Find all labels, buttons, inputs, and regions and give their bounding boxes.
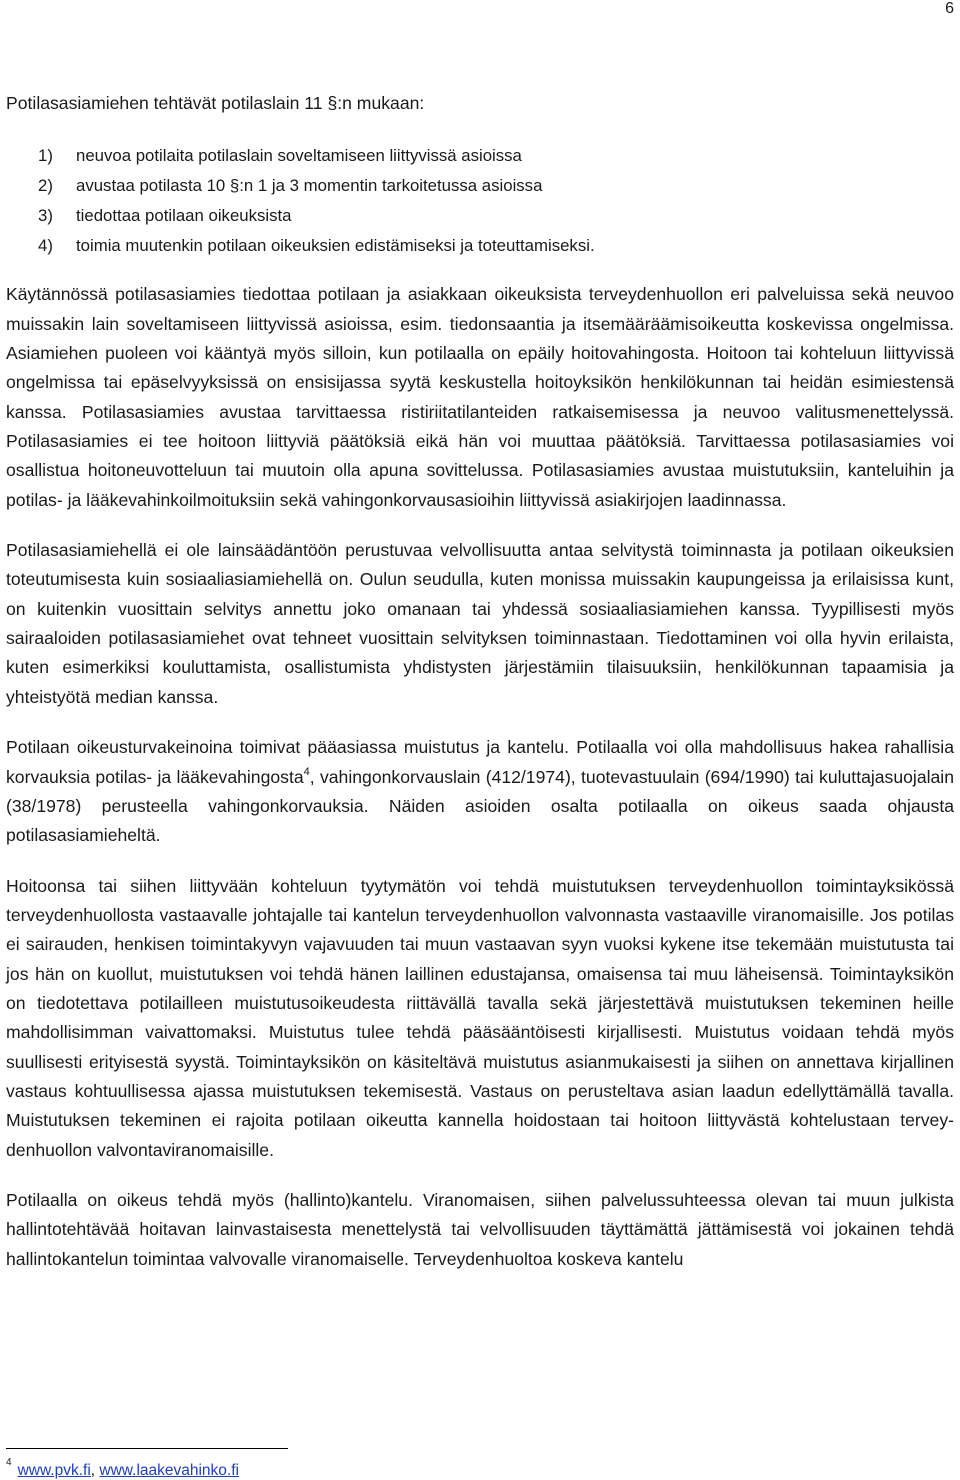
footnote-divider — [6, 1448, 288, 1449]
link-pvk[interactable]: www.pvk.fi — [17, 1462, 91, 1480]
footnote — [6, 1458, 239, 1480]
list-item-text: avustaa potilasta 10 §:n 1 ja 3 momentin tarkoitetussa asioissa — [76, 176, 543, 196]
list-item-text: toimia muutenkin potilaan oikeuksien edistämiseksi ja toteuttamiseksi. — [76, 236, 595, 256]
list-number: 3) — [38, 206, 53, 226]
list-item — [6, 171, 954, 201]
footnote-separator: , — [90, 1462, 100, 1480]
document-body — [6, 89, 954, 1295]
page-number: 6 — [945, 0, 954, 17]
list-number: 1) — [38, 146, 53, 166]
section-heading: Potilasasiamiehen tehtävät potilaslain 11 §:n mukaan: — [6, 93, 425, 113]
list-number: 2) — [38, 176, 53, 196]
paragraph-practice: Käytännössä potilasasiamies tiedottaa potilaan ja asiakkaan oikeuksista terveydenhuollon eri palveluissa sekä neuvoo muissakin lain soveltamiseen liittyvissä asioissa, esim. tiedonsaantia ja itsemääräämisoikeutta koskevissa ongelmissa. Asiamiehen puoleen voi kääntyä myös silloin, kun potilaalla on epäily hoitovahingosta. Hoitoon tai kohteluun liittyvissä ongelmissa tai epäselvyyksissä on ensisijassa syytä keskustella hoitoyksikön henkilökunnan tai heidän esimiestensä kanssa. Potilasasiamies avustaa tarvittaessa ristiriitatilanteiden ratkaisemisessa ja neuvoo valitusmenettelyssä. Potilasasiamies ei tee hoitoon liittyviä päätöksiä eikä hän voi muuttaa päätöksiä. Tarvittaessa potilasasiamies voi osallistua hoitoneuvotteluun tai muutoin olla apuna sovittelussa. Potilasasiamies avustaa muistutuksiin, kanteluihin ja potilas- ja lääkevahinkoilmoituksiin sekä vahingonkorvausasioihin liittyvissä asiakirjojen laadinnassa. — [6, 284, 954, 510]
paragraph-complaint: Hoitoonsa tai siihen liittyvään kohteluun tyytymätön voi tehdä muistutuksen terveydenhuollon toimintayksikössä terveydenhuollosta vastaavalle johtajalle tai kantelun terveydenhuollon valvonnasta vastaaville viranomaisille. Jos potilas ei sairauden, henkisen toimintakyvyn vajavuuden tai muun vastaavan syyn vuoksi kykene itse tekemään muistutusta tai jos hän on kuollut, muistutuksen voi tehdä hänen laillinen edustajansa, omaisensa tai muu läheisensä. Toimintayksikön on tiedotettava potilailleen muistutusoikeudesta riittävällä tavalla sekä järjestettävä muistutuksen tekeminen heille mahdollisimman vaivattomaksi. Muistutus tulee tehdä pääsääntöisesti kirjallisesti. Muistutus voidaan tehdä myös suullisesti erityisestä syystä. Toimintayksikön on käsiteltävä muistutus asianmukaisesti ja siihen on annettava kirjallinen vastaus kohtuullisessa ajassa muistutuksen tekemisestä. Vastaus on perusteltava asian laadun edellyttämällä tavalla. Muistutuksen tekeminen ei rajoita potilaan oikeutta kannella hoidostaan tai hoitoon liittyvästä kohtelustaan terveydenhuollon valvontaviranomaisille. — [6, 875, 954, 1160]
paragraph-text: Potilaan oikeusturvakeinoina toimivat pääasiassa muistutus ja kantelu. Potilaalla voi olla mahdollisuus hakea rahallisia korvauksia potilas- ja lääkevahingosta — [6, 737, 954, 787]
paragraph-reporting: Potilasasiamiehellä ei ole lainsäädäntöön perustuvaa velvollisuutta antaa selvitystä toiminnasta ja potilaan oikeuksien toteutumisesta kuin sosiaaliasiamiehellä on. Oulun seudulla, kuten monissa muissakin kaupungeissa ja erilaisissa kunt, on kuitenkin vuosittain selvitys annettu joko omanaan tai yhdessä sosiaaliasiamiehen kanssa. Tyypillisesti myös sairaaloiden potilasasiamiehet ovat tehneet vuosittain selvityksen toiminnastaan. Tiedottaminen voi olla hyvin erilaista, kuten esimerkiksi kouluttamista, osallistumista yhdistysten järjestämiin tilaisuuksiin, henkilökunnan tapaamisia ja yhteistyötä median kanssa. — [6, 540, 954, 707]
list-item-text: tiedottaa potilaan oikeuksista — [76, 206, 292, 226]
list-item-text: neuvoa potilaita potilaslain soveltamiseen liittyvissä asioissa — [76, 146, 522, 166]
link-laakevahinko[interactable]: www.laakevahinko.fi — [99, 1462, 239, 1480]
list-number: 4) — [38, 236, 53, 256]
list-item — [6, 201, 954, 231]
paragraph-legal-remedies — [6, 733, 954, 850]
list-item — [6, 231, 954, 261]
paragraph-administrative-complaint: Potilaalla on oikeus tehdä myös (hallinto)kantelu. Viranomaisen, siihen palvelussuhteessa olevan tai muun julkista hallintotehtävää hoitavan lainvastaisesta menettelystä tai velvollisuuden täyttämättä jättämisestä voi jokainen tehdä hallintokantelun toimintaa valvovalle viranomaiselle. Terveydenhuoltoa koskeva kantelu — [6, 1189, 954, 1269]
paragraph-text: , vahingonkorvauslain (412/1974), tuotevastuulain (694/1990) tai kuluttajasuojalain (38/1978) perusteella vahingonkorvauksia. Näiden asioiden osalta potilaalla on oikeus saada ohjausta potilasasiamieheltä. — [6, 766, 955, 846]
list-item — [6, 141, 954, 171]
duties-list — [6, 141, 954, 261]
footnote-reference[interactable]: 4 — [303, 765, 310, 778]
footnote-marker: 4 — [6, 1457, 12, 1468]
